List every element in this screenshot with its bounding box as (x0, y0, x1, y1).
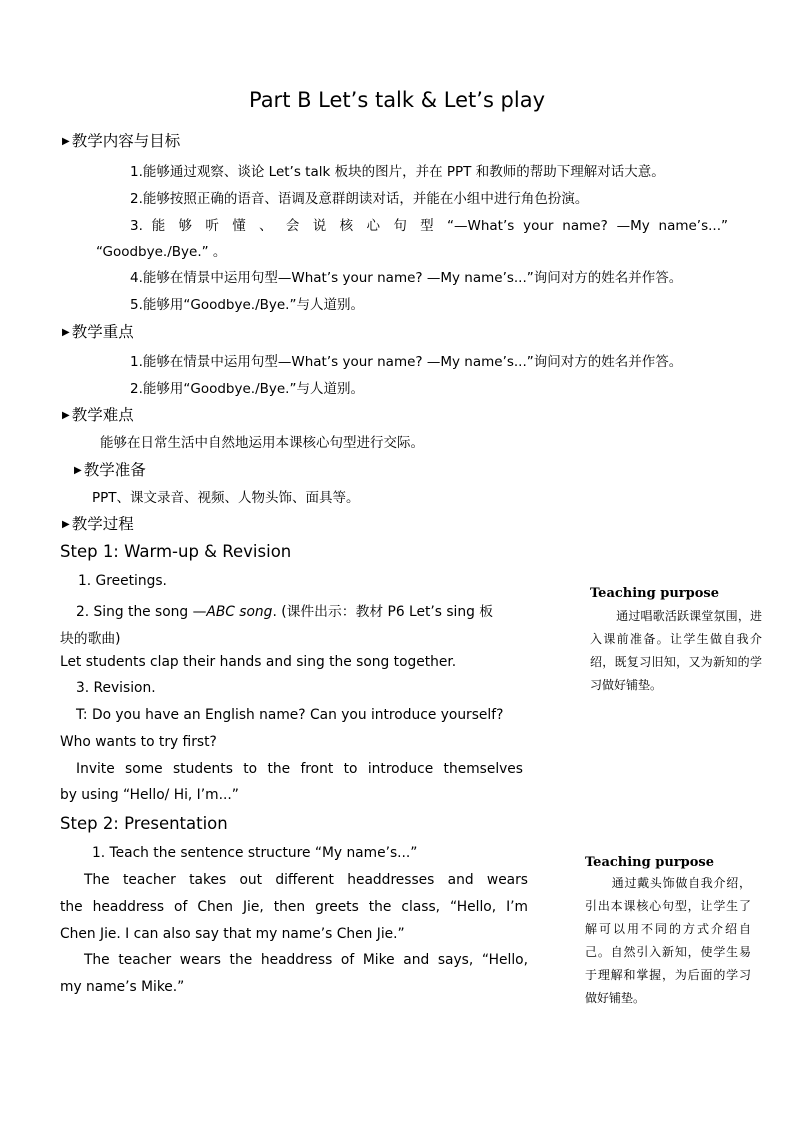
step1-teacher-question-cont: Who wants to try first? (60, 734, 217, 750)
goal-item-3-cont: “Goodbye./Bye.” 。 (96, 244, 227, 260)
step2-p1-line3: Chen Jie. I can also say that my name’s Chen Jie.” (60, 926, 405, 942)
step1-teacher-question: T: Do you have an English name? Can you introduce yourself? (76, 707, 504, 723)
goal-item-4: 4.能够在情景中运用句型—What’s your name? —My name’s...”询问对方的姓名并作答。 (130, 270, 683, 286)
side-note-2-text: 通过戴头饰做自我介绍，引出本课核心句型，让学生了解可以用不同的方式介绍自己。自然引入新知，使学生易于理解和掌握，为后面的学习做好铺垫。 (585, 876, 751, 1005)
key-point-2: 2.能够用“Goodbye./Bye.”与人道别。 (130, 381, 364, 397)
step1-title: Step 1: Warm-up & Revision (60, 542, 292, 561)
section-heading-key-points: ▶ 教学重点 (62, 323, 134, 341)
step1-sing-cont: 块的歌曲) (60, 631, 121, 647)
side-note-2-title: Teaching purpose (585, 855, 714, 870)
triangle-right-icon: ▶ (62, 519, 70, 530)
step1-sing: 2. Sing the song —ABC song. (课件出示：教材 P6 Let’s sing 板 (76, 604, 494, 620)
section-heading-process: ▶ 教学过程 (62, 515, 134, 533)
section-heading-content-goals: ▶ 教学内容与目标 (62, 132, 181, 150)
step1-clap: Let students clap their hands and sing the song together. (60, 654, 457, 670)
triangle-right-icon: ▶ (62, 410, 70, 421)
step1-invite: Invite some students to the front to introduce themselves (76, 761, 523, 777)
step1-revision: 3. Revision. (76, 680, 156, 696)
goal-item-1: 1.能够通过观察、谈论 Let’s talk 板块的图片，并在 PPT 和教师的帮助下理解对话大意。 (130, 164, 665, 180)
triangle-right-icon: ▶ (62, 327, 70, 338)
triangle-right-icon: ▶ (74, 465, 82, 476)
page-title: Part B Let’s talk & Let’s play (248, 88, 546, 112)
goal-item-2: 2.能够按照正确的语音、语调及意群朗读对话，并能在小组中进行角色扮演。 (130, 191, 589, 207)
section-heading-preparation: ▶ 教学准备 (74, 461, 146, 479)
side-note-1-title: Teaching purpose (590, 586, 719, 601)
step2-p2-line1: The teacher wears the headdress of Mike and says, “Hello, (84, 952, 528, 968)
step1-greetings: 1. Greetings. (78, 573, 167, 589)
song-name: ABC song (206, 604, 273, 620)
side-note-1-text: 通过唱歌活跃课堂氛围，进入课前准备。让学生做自我介绍，既复习旧知，又为新知的学习做好铺垫。 (590, 609, 762, 692)
step2-title: Step 2: Presentation (60, 814, 228, 833)
key-point-1: 1.能够在情景中运用句型—What’s your name? —My name’s...”询问对方的姓名并作答。 (130, 354, 683, 370)
goal-item-5: 5.能够用“Goodbye./Bye.”与人道别。 (130, 297, 364, 313)
step2-p1-line1: The teacher takes out different headdresses and wears (84, 872, 528, 888)
step2-p2-line2: my name’s Mike.” (60, 979, 185, 995)
section-heading-difficulties: ▶ 教学难点 (62, 406, 134, 424)
step2-teach: 1. Teach the sentence structure “My name’s...” (92, 845, 418, 861)
triangle-right-icon: ▶ (62, 136, 70, 147)
step2-p1-line2: the headdress of Chen Jie, then greets the class, “Hello, I’m (60, 899, 528, 915)
preparation-text: PPT、课文录音、视频、人物头饰、面具等。 (92, 490, 360, 506)
difficulty-text: 能够在日常生活中自然地运用本课核心句型进行交际。 (100, 435, 424, 451)
goal-item-3: 3. 能 够 听 懂 、 会 说 核 心 句 型 “—What’s your name? —My name’s...” (130, 218, 728, 234)
step1-invite-cont: by using “Hello/ Hi, I’m...” (60, 787, 239, 803)
